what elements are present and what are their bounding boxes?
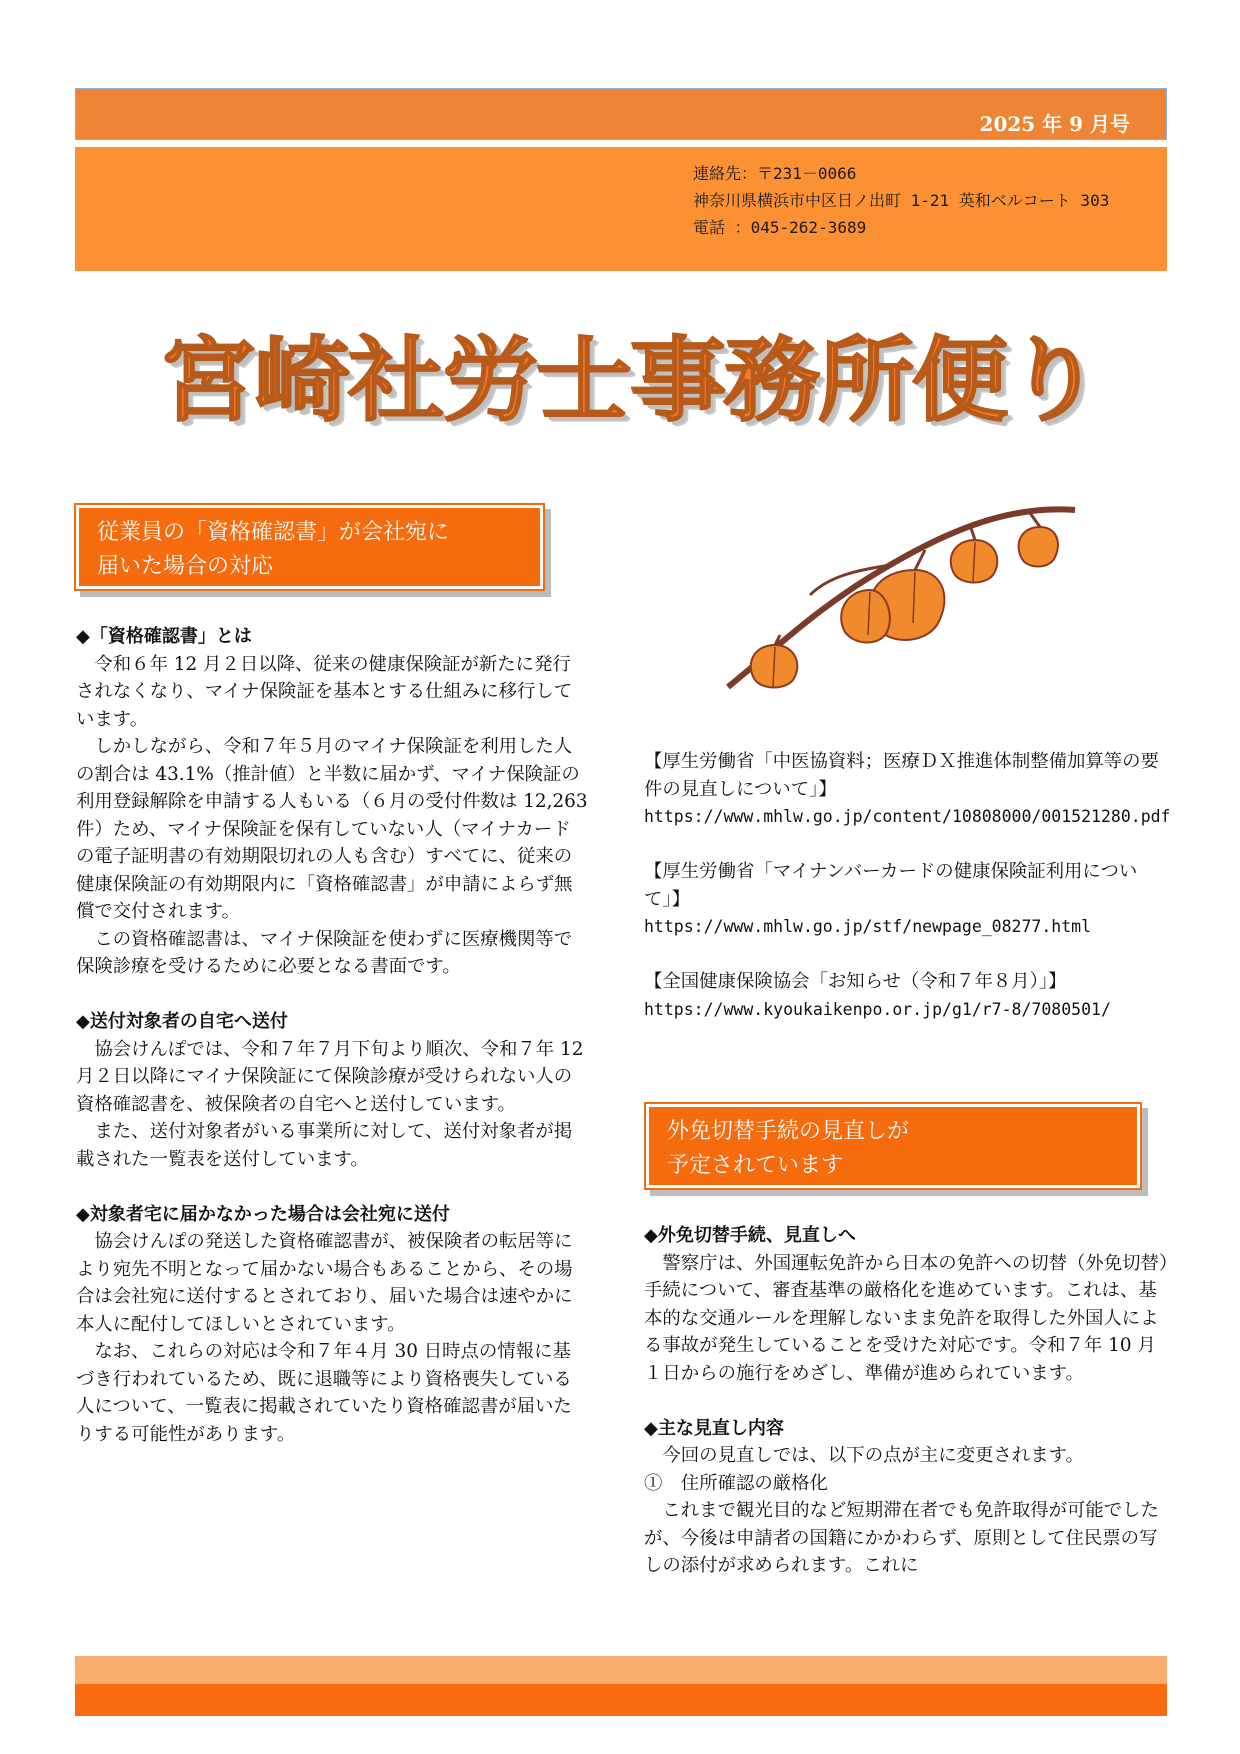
subheading: ◆対象者宅に届かなかった場合は会社宛に送付 (76, 1203, 450, 1225)
reference-title: 【厚生労働省「マイナンバーカードの健康保険証利用について」】 (644, 861, 1138, 910)
paragraph: 警察庁は、外国運転免許から日本の免許への切替（外免切替）手続について、審査基準の厳格化を進めています。これは、基本的な交通ルールを理解しないまま免許を取得した外国人による事故が発生していることを受けた対応です。令和７年 10 月１日からの施行をめざし、準備が進められています。 (644, 1252, 1169, 1384)
footer-bar-light (75, 1656, 1167, 1684)
reference-title: 【全国健康保険協会「お知らせ（令和７年８月）」】 (644, 971, 1067, 992)
section-title-line: 届いた場合の対応 (97, 554, 274, 579)
reference-title: 【厚生労働省「中医協資料；医療ＤＸ推進体制整備加算等の要件の見直しについて」】 (644, 751, 1159, 800)
section-title-line: 予定されています (667, 1153, 844, 1178)
issue-date: 2025 年 9 月号 (979, 112, 1130, 136)
subheading: ◆「資格確認書」とは (76, 626, 252, 647)
contact-line: 連絡先：〒231－0066 (693, 164, 857, 183)
hozuki-branch-illustration (720, 495, 1080, 695)
reference-url[interactable]: https://www.kyoukaikenpo.or.jp/g1/r7-8/7080501/ (644, 999, 1111, 1019)
contact-info (693, 160, 1109, 241)
footer-bar-dark (75, 1684, 1167, 1716)
section-title-line: 従業員の「資格確認書」が会社宛に (97, 520, 450, 545)
paragraph: 協会けんぽの発送した資格確認書が、被保険者の転居等により宛先不明となって届かない場合もあることから、その場合は会社宛に送付するとされており、届いた場合は速やかに本人に配付してほしいとされています。 (76, 1231, 573, 1335)
section-title-line: 外免切替手続の見直しが (667, 1119, 910, 1144)
references (644, 748, 1174, 1023)
article-1 (76, 623, 588, 1448)
contact-line: 神奈川県横浜市中区日ノ出町 1-21 英和ベルコート 303 (693, 191, 1110, 210)
contact-line: 電話 ：045-262-3689 (693, 218, 867, 237)
paragraph: また、送付対象者がいる事業所に対して、送付対象者が掲載された一覧表を送付しています。 (76, 1121, 573, 1170)
subheading: ◆主な見直し内容 (644, 1417, 784, 1439)
reference-url[interactable]: https://www.mhlw.go.jp/stf/newpage_08277.html (644, 917, 1092, 936)
section-title-2 (646, 1104, 1140, 1188)
newsletter-title: 宮崎社労士事務所便り (160, 327, 1100, 434)
paragraph: この資格確認書は、マイナ保険証を使わずに医療機関等で保険診療を受けるために必要となる書面です。 (76, 928, 573, 977)
paragraph: 令和６年 12 月２日以降、従来の健康保険証が新たに発行されなくなり、マイナ保険証を基本とする仕組みに移行しています。 (76, 653, 573, 730)
subheading: ◆外免切替手続、見直しへ (644, 1225, 856, 1246)
reference-url[interactable]: https://www.mhlw.go.jp/content/10808000/001521280.pdf (644, 807, 1171, 826)
paragraph: 協会けんぽでは、令和７年７月下旬より順次、令和７年 12 月２日以降にマイナ保険証にて保険診療が受けられない人の資格確認書を、被保険者の自宅へと送付しています。 (76, 1038, 584, 1115)
subheading: ◆送付対象者の自宅へ送付 (76, 1011, 288, 1032)
list-item: ① 住所確認の厳格化 (644, 1472, 828, 1494)
paragraph: 今回の見直しでは、以下の点が主に変更されます。 (662, 1445, 1084, 1466)
paragraph: しかしながら、令和７年５月のマイナ保険証を利用した人の割合は 43.1%（推計値）と半数に届かず、マイナ保険証の利用登録解除を申請する人もいる（６月の受付件数は 12,263 件）ため、マイナ保険証を保有していない人（マイナカードの電子証明書の有効期限切れの人も含む）すべてに、従来の健康保険証の有効期限内に「資格確認書」が申請によらず無償で交付されます。 (76, 736, 588, 922)
article-2 (644, 1222, 1174, 1580)
paragraph: なお、これらの対応は令和７年４月 30 日時点の情報に基づき行われているため、既に退職等により資格喪失している人について、一覧表に掲載されていたり資格確認書が届いたりする可能性があります。 (76, 1341, 572, 1445)
section-title-1 (76, 505, 543, 589)
paragraph: これまで観光目的など短期滞在者でも免許取得が可能でしたが、今後は申請者の国籍にかかわらず、原則として住民票の写しの添付が求められます。これに (644, 1500, 1159, 1576)
